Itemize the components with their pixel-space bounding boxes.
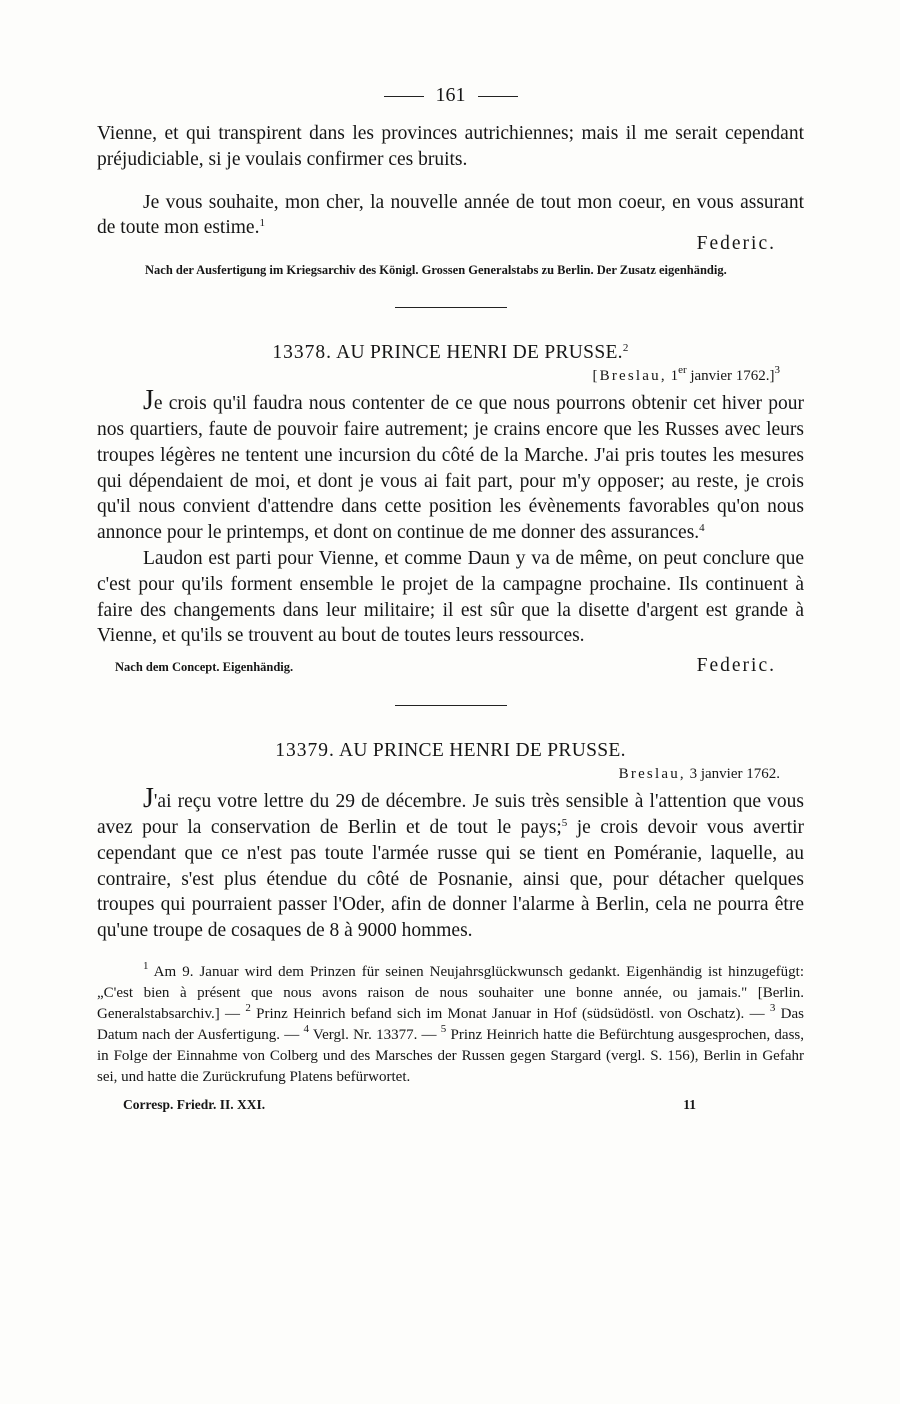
section-divider xyxy=(395,705,507,706)
initial-letter: J xyxy=(143,385,154,417)
date-place: [Breslau, xyxy=(592,368,667,385)
page-number: 161 xyxy=(435,84,466,106)
letter-paragraph xyxy=(97,783,805,944)
letter-paragraph-text: je crois devoir vous avertir cependant que ce n'est pas toute l'armée russe qui se tient en Poméranie, laquelle, au contraire, s'est plus étendue du côté de Posnanie, ainsi que, pour détacher quelques troupes qui pourraient passer l'Oder, afin de donner l'alarme à Berlin, cela ne pourra être qu'une troupe de cosaques de 8 à 9000 hommes. xyxy=(97,816,805,942)
section-divider xyxy=(395,307,507,308)
footnote-ref-1: 1 xyxy=(259,217,265,230)
footnote-text: Das Datum nach der Ausfertigung. — xyxy=(97,1005,804,1043)
book-page xyxy=(97,84,804,1113)
footnote-ref-3: 3 xyxy=(774,364,780,377)
letter-paragraph-text: 'ai reçu votre lettre du 29 de décembre. Je suis très sensible à l'attention que vous avez pour la conservation de Berlin et de tout le pays; xyxy=(97,791,804,838)
source-signature-row xyxy=(97,655,804,677)
signature: Federic. xyxy=(696,655,776,677)
footnote-mark: 3 xyxy=(769,1001,776,1014)
letter-number: 13379. xyxy=(275,740,335,762)
signature: Federic. xyxy=(696,233,776,255)
page-header xyxy=(97,84,804,107)
letter-paragraph-text: e crois qu'il faudra nous contenter de ce que nous pourrons obtenir cet hiver pour nos quartiers, faute de pouvoir faire autrement; je crains encore que les Russes avec leurs troupes légères ne tentent une incursion du côté de la Marche. J'ai pris toutes les mesures qui dépendaient de moi, et dont je vous ai fait part, pour m'y opposer; au reste, je crois qu'il nous convient d'attendre dans cette position les évènements favorables qu'on nous annonce pour le printemps, et dont on continue de me donner des assurances. xyxy=(97,393,804,544)
letter-number: 13378. xyxy=(272,342,332,364)
header-dash-left xyxy=(384,96,424,97)
footnote-text: Prinz Heinrich hatte die Befürchtung ausgesprochen, dass, in Folge der Einnahme von Colberg und des Marsches der Russen gegen Stargard (vergl. S. 156), Berlin in Gefahr sei, und hatte die Zurückrufung Platens befürwortet. xyxy=(97,1026,805,1085)
date-day: 1 xyxy=(670,368,679,385)
letter-heading xyxy=(97,740,804,762)
sheet-footer xyxy=(97,1097,804,1113)
continued-paragraph: Vienne, et qui transpirent dans les provinces autrichiennes; mais il me serait cependant préjudiciable, si je voulais confirmer ces bruits. xyxy=(97,123,804,170)
letter-dateline xyxy=(97,364,780,385)
footnote-mark: 5 xyxy=(440,1022,447,1035)
letter-paragraph xyxy=(97,385,804,546)
date-rest: 3 janvier 1762. xyxy=(689,766,780,783)
footnote-block xyxy=(97,959,805,1088)
letter-addressee: AU PRINCE HENRI DE PRUSSE. xyxy=(336,342,623,364)
initial-letter: J xyxy=(143,783,154,815)
footnote-mark: 1 xyxy=(143,959,149,972)
footnote-ref-2: 2 xyxy=(622,342,629,355)
source-note: Nach dem Concept. Eigenhändig. xyxy=(115,660,294,675)
letter-addressee: AU PRINCE HENRI DE PRUSSE. xyxy=(338,740,626,762)
date-place: Breslau, xyxy=(618,766,686,783)
footnote-mark: 4 xyxy=(303,1022,309,1035)
closing-paragraph-text: Je vous souhaite, mon cher, la nouvelle année de tout mon coeur, en vous assurant de toute mon estime. xyxy=(97,191,804,239)
letter-heading xyxy=(97,342,804,364)
footnote-text: Vergl. Nr. 13377. — xyxy=(308,1026,441,1043)
source-note: Nach der Ausfertigung im Kriegsarchiv des Königl. Grossen Generalstabs zu Berlin. Der Zusatz eigenhändig. xyxy=(145,263,727,278)
date-day-suffix: er xyxy=(678,364,687,377)
footnote-text: Prinz Heinrich befand sich im Monat Januar in Hof (südsüdöstl. von Oschatz). — xyxy=(250,1005,770,1022)
date-rest: janvier 1762.] xyxy=(690,368,775,385)
footnote-ref-4: 4 xyxy=(699,522,705,535)
letter-paragraph: Laudon est parti pour Vienne, et comme Daun y va de même, on peut conclure que c'est pour qu'ils forment ensemble le projet de la campagne prochaine. Ils continuent à faire des changements dans leur militaire; il est sûr que la disette d'argent est grande à Vienne, et qu'ils se trouvent au bout de toutes leurs ressources. xyxy=(97,547,804,647)
footnote-mark: 2 xyxy=(245,1001,251,1014)
letter-dateline xyxy=(97,766,780,783)
sheet-number: 11 xyxy=(683,1096,696,1112)
header-dash-right xyxy=(478,96,518,97)
footnote-text: Am 9. Januar wird dem Prinzen für seinen Neujahrsglückwunsch gedankt. Eigenhändig ist hinzugefügt: „C'est bien à présent que nous avons raison de nous souhaiter une bonne année, ou jamais." [Berlin. Generalstabsarchiv.] — xyxy=(97,963,804,1022)
signature-line: Corresp. Friedr. II. XXI. xyxy=(123,1096,266,1112)
footnotes xyxy=(97,959,805,1088)
footnote-ref-5: 5 xyxy=(561,816,568,829)
